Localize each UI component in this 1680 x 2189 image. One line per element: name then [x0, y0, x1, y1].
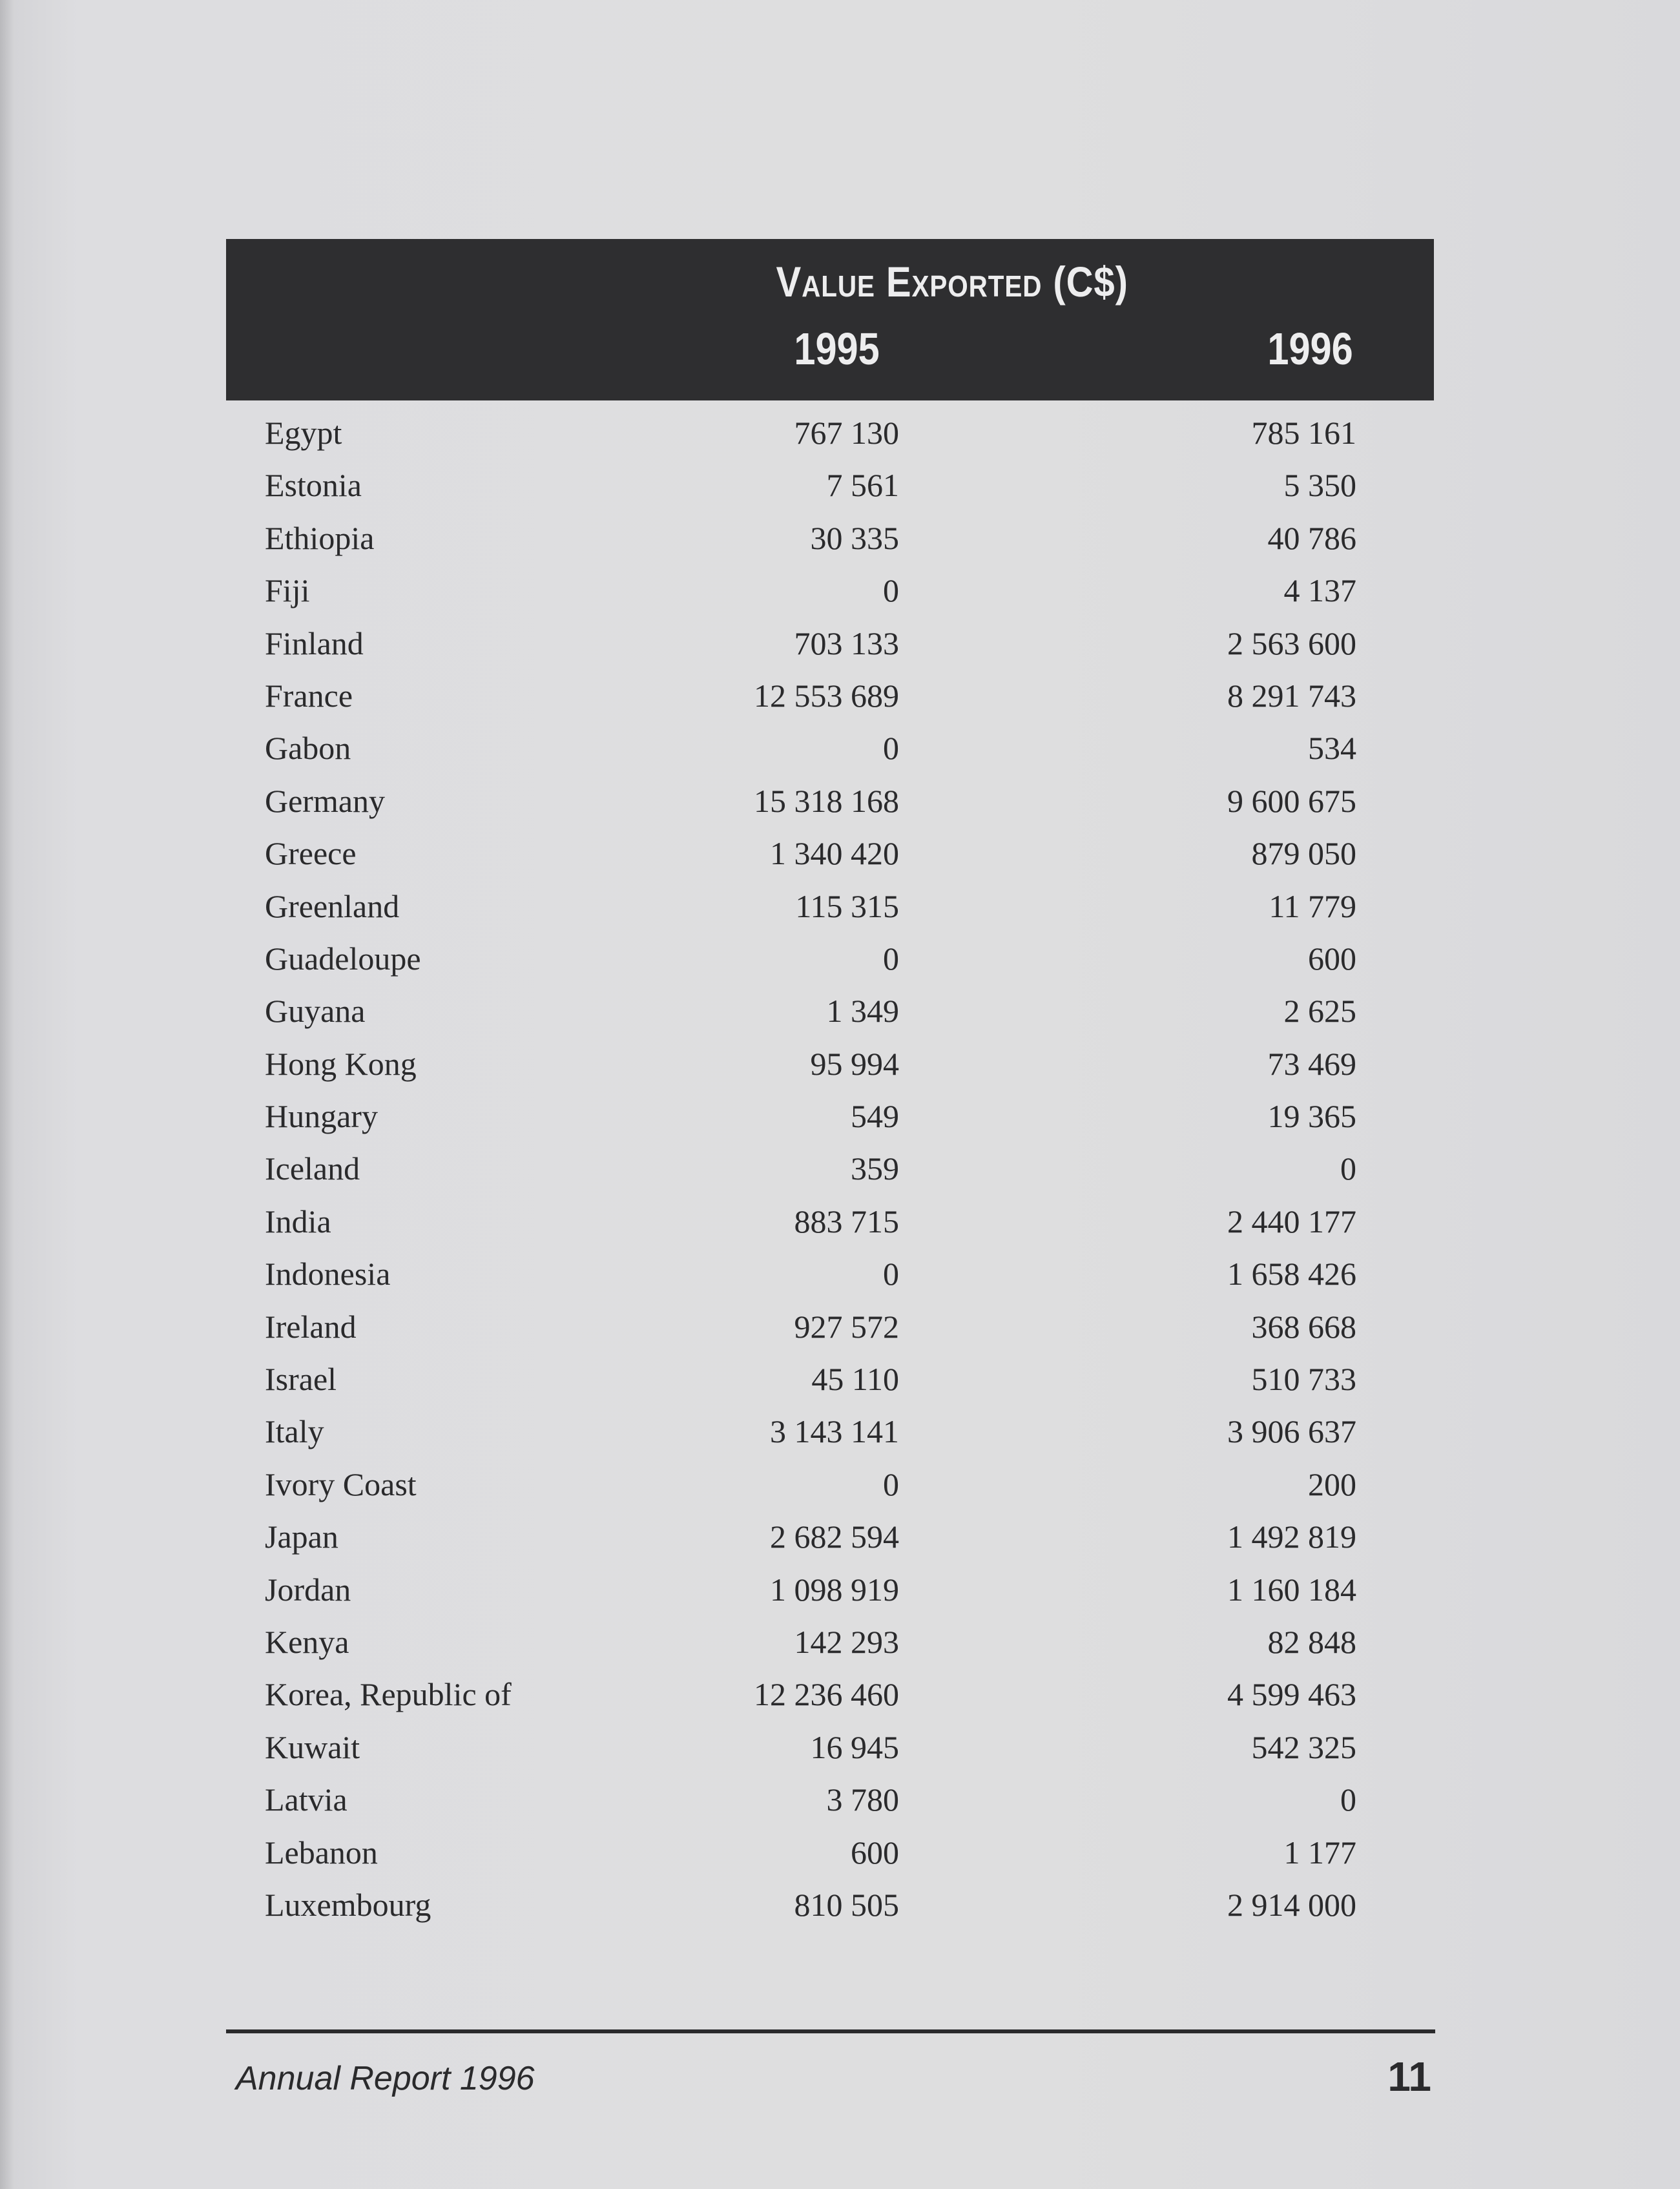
table-row	[226, 775, 1434, 827]
country-name: Gabon	[265, 730, 351, 767]
table-row	[226, 407, 1434, 459]
value-1995: 549	[851, 1098, 899, 1135]
country-name: Greece	[265, 835, 357, 872]
table-row	[226, 459, 1434, 512]
value-1995: 883 715	[794, 1203, 899, 1240]
column-header-1996: 1996	[1267, 324, 1353, 374]
value-1995: 703 133	[794, 625, 899, 661]
value-1996: 534	[1308, 730, 1356, 767]
value-1996: 19 365	[1267, 1098, 1356, 1135]
country-name: Japan	[265, 1519, 338, 1555]
country-name: Guadeloupe	[265, 940, 421, 977]
value-1996: 9 600 675	[1227, 782, 1356, 819]
footer-title: Annual Report 1996	[236, 2060, 535, 2097]
table-row	[226, 827, 1434, 880]
value-1995: 115 315	[795, 887, 899, 924]
value-1995: 3 143 141	[770, 1413, 899, 1450]
value-1995: 0	[883, 1466, 899, 1502]
value-1996: 542 325	[1251, 1728, 1356, 1765]
table-row	[226, 1511, 1434, 1563]
table-row	[226, 1143, 1434, 1195]
value-1996: 1 177	[1283, 1834, 1356, 1871]
country-name: Israel	[265, 1361, 337, 1398]
value-1996: 3 906 637	[1227, 1413, 1356, 1450]
value-1996: 73 469	[1267, 1045, 1356, 1082]
column-group-title: Value Exported (C$)	[776, 258, 1128, 306]
value-1996: 879 050	[1251, 835, 1356, 872]
country-name: Korea, Republic of	[265, 1676, 512, 1713]
value-1996: 785 161	[1251, 415, 1356, 451]
table-row	[226, 880, 1434, 933]
value-1996: 0	[1340, 1781, 1356, 1818]
table-row	[226, 670, 1434, 722]
country-name: Hungary	[265, 1098, 378, 1135]
table-row	[226, 985, 1434, 1037]
value-1995: 0	[883, 730, 899, 767]
value-1995: 16 945	[810, 1728, 899, 1765]
country-name: Fiji	[265, 572, 310, 609]
value-1995: 1 340 420	[770, 835, 899, 872]
table-row	[226, 1406, 1434, 1458]
table-header	[226, 239, 1434, 400]
table-row	[226, 1616, 1434, 1668]
country-name: Germany	[265, 782, 386, 819]
country-name: Greenland	[265, 887, 400, 924]
country-name: Luxembourg	[265, 1886, 431, 1923]
country-name: Finland	[265, 625, 364, 661]
table-row	[226, 1038, 1434, 1090]
value-1995: 359	[851, 1150, 899, 1187]
value-1995: 12 553 689	[754, 677, 899, 714]
table-row	[226, 1353, 1434, 1406]
value-1995: 810 505	[794, 1886, 899, 1923]
value-1996: 2 440 177	[1227, 1203, 1356, 1240]
value-1995: 1 098 919	[770, 1571, 899, 1608]
value-1996: 82 848	[1267, 1623, 1356, 1660]
value-1996: 2 625	[1283, 993, 1356, 1030]
value-1996: 40 786	[1267, 519, 1356, 556]
value-1995: 0	[883, 1256, 899, 1292]
value-1995: 30 335	[810, 519, 899, 556]
table-row	[226, 617, 1434, 670]
table-row	[226, 1879, 1434, 1931]
value-1995: 12 236 460	[754, 1676, 899, 1713]
value-1996: 1 658 426	[1227, 1256, 1356, 1292]
country-name: Estonia	[265, 467, 362, 504]
value-1996: 2 563 600	[1227, 625, 1356, 661]
country-name: Jordan	[265, 1571, 351, 1608]
table-row	[226, 565, 1434, 617]
value-1995: 600	[851, 1834, 899, 1871]
table-row	[226, 1721, 1434, 1774]
table-row	[226, 1301, 1434, 1353]
value-1996: 600	[1308, 940, 1356, 977]
column-header-1995: 1995	[794, 324, 880, 374]
value-1995: 2 682 594	[770, 1519, 899, 1555]
country-name: Ethiopia	[265, 519, 375, 556]
table-row	[226, 1564, 1434, 1616]
page-number: 11	[1387, 2053, 1431, 2100]
value-1996: 1 492 819	[1227, 1519, 1356, 1555]
value-1995: 142 293	[794, 1623, 899, 1660]
value-1995: 767 130	[794, 415, 899, 451]
value-1995: 0	[883, 940, 899, 977]
export-table-body	[226, 407, 1434, 1931]
value-1995: 3 780	[826, 1781, 899, 1818]
value-1996: 1 160 184	[1227, 1571, 1356, 1608]
value-1996: 4 599 463	[1227, 1676, 1356, 1713]
table-row	[226, 1458, 1434, 1511]
value-1996: 5 350	[1283, 467, 1356, 504]
table-row	[226, 512, 1434, 565]
value-1995: 1 349	[826, 993, 899, 1030]
country-name: Guyana	[265, 993, 366, 1030]
country-name: Ireland	[265, 1308, 357, 1345]
value-1996: 200	[1308, 1466, 1356, 1502]
country-name: India	[265, 1203, 331, 1240]
table-row	[226, 722, 1434, 774]
value-1995: 95 994	[810, 1045, 899, 1082]
country-name: Italy	[265, 1413, 324, 1450]
table-row	[226, 933, 1434, 985]
footer-divider	[226, 2029, 1435, 2033]
country-name: Iceland	[265, 1150, 360, 1187]
value-1996: 4 137	[1283, 572, 1356, 609]
table-row	[226, 1196, 1434, 1248]
value-1995: 45 110	[811, 1361, 899, 1398]
value-1996: 510 733	[1251, 1361, 1356, 1398]
value-1995: 927 572	[794, 1308, 899, 1345]
value-1996: 368 668	[1251, 1308, 1356, 1345]
country-name: Ivory Coast	[265, 1466, 417, 1502]
value-1995: 0	[883, 572, 899, 609]
value-1995: 7 561	[826, 467, 899, 504]
country-name: Lebanon	[265, 1834, 378, 1871]
country-name: Latvia	[265, 1781, 347, 1818]
table-row	[226, 1090, 1434, 1143]
value-1996: 0	[1340, 1150, 1356, 1187]
country-name: Hong Kong	[265, 1045, 417, 1082]
country-name: Kuwait	[265, 1728, 360, 1765]
value-1996: 8 291 743	[1227, 677, 1356, 714]
value-1995: 15 318 168	[754, 782, 899, 819]
table-row	[226, 1774, 1434, 1826]
table-row	[226, 1668, 1434, 1721]
country-name: Kenya	[265, 1623, 349, 1660]
table-row	[226, 1248, 1434, 1300]
country-name: France	[265, 677, 353, 714]
country-name: Egypt	[265, 415, 342, 451]
country-name: Indonesia	[265, 1256, 391, 1292]
table-row	[226, 1827, 1434, 1879]
value-1996: 2 914 000	[1227, 1886, 1356, 1923]
value-1996: 11 779	[1269, 887, 1356, 924]
